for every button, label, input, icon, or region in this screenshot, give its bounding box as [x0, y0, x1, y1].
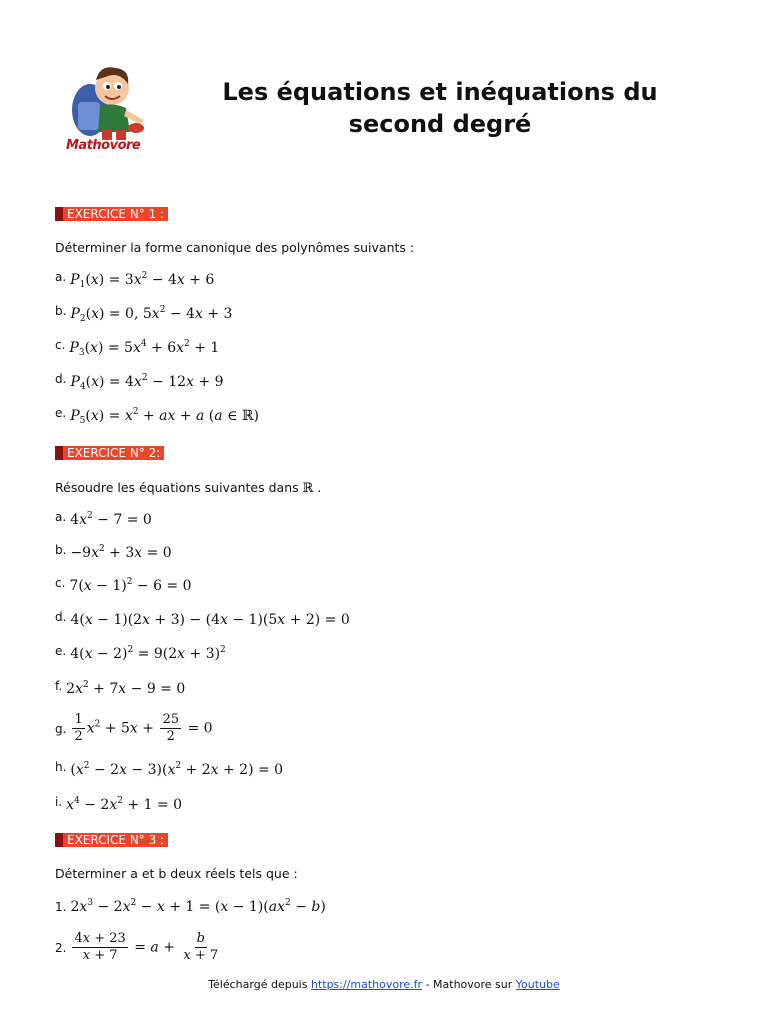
math-expression: $P_4(x) = 4x^2 - 12x + 9$: [70, 373, 224, 392]
exercise-1-header: [55, 207, 168, 221]
ex2-item-c: c. $7(x - 1)^2 - 6 = 0$: [55, 576, 192, 594]
youtube-link[interactable]: Youtube: [515, 978, 560, 991]
ex1-item-a: a. $P_1(x) = 3x^2 - 4x + 6$: [55, 270, 215, 290]
ex3-item-2: 2. $\frac{4x + 23}{x + 7}$ = a + $\frac{b}{x + 7}$: [55, 931, 222, 964]
exercise-3-intro: Déterminer a et b deux réels tels que :: [55, 866, 298, 881]
ex1-item-e: e. $P_5(x) = x^2$ + ax + a (a ∈ ℝ): [55, 406, 260, 426]
math-expression: $P_3(x) = 5x^4 + 6x^2 + 1$: [69, 339, 220, 358]
ex2-item-g: g. $\frac{1}{2}$ $x^2 + 5x$ + $\frac{25}{2}$ = 0: [55, 712, 213, 744]
math-expression: $4(x - 2)^2 = 9(2x + 3)^2$: [70, 645, 226, 662]
exercise-2-label: EXERCICE N° 2:: [55, 446, 164, 460]
page-title: [200, 76, 680, 140]
footer: Téléchargé depuis https://mathovore.fr - Mathovore sur Youtube: [208, 978, 560, 991]
real-numbers-symbol: ℝ: [302, 481, 314, 496]
math-expression: $\frac{4x + 23}{x + 7}$ = a + $\frac{b}{x + 7}$: [74, 931, 219, 963]
ex2-item-i: i. $x^4 - 2x^2 + 1 = 0$: [55, 795, 183, 813]
mathovore-link[interactable]: https://mathovore.fr: [310, 978, 423, 991]
logo-text: Mathovore: [66, 138, 141, 153]
ex2-item-a: a. $4x^2 - 7 = 0$: [55, 510, 152, 528]
mathovore-logo: [60, 62, 166, 158]
math-expression: $P_1(x) = 3x^2 - 4x + 6$: [70, 271, 215, 290]
math-expression: $-9x^2 + 3x = 0$: [70, 544, 172, 561]
exercise-3-header: [55, 833, 168, 847]
ex1-item-d: d. $P_4(x) = 4x^2 - 12x + 9$: [55, 372, 224, 392]
math-expression: $x^4 - 2x^2 + 1 = 0$: [66, 796, 183, 813]
ex1-item-c: c. $P_3(x) = 5x^4 + 6x^2 + 1$: [55, 338, 220, 358]
exercise-1-intro: Déterminer la forme canonique des polynômes suivants :: [55, 240, 415, 255]
ex2-item-f: f. $2x^2 + 7x - 9 = 0$: [55, 679, 186, 697]
ex2-item-e: e. $4(x - 2)^2 = 9(2x + 3)^2$: [55, 644, 226, 662]
math-expression: $7(x - 1)^2 - 6 = 0$: [69, 577, 192, 594]
math-expression: $4x^2 - 7 = 0$: [70, 511, 152, 528]
exercise-1-label: EXERCICE N° 1 :: [55, 207, 168, 221]
title-line-1: Les équations et inéquations du: [222, 78, 658, 106]
ex3-item-1: 1. $2x^3 - 2x^2 - x + 1 = (x - 1)(ax^2 - b)$: [55, 898, 326, 915]
ex1-item-b: b. $P_2(x) = 0$, $5x^2 - 4x + 3$: [55, 304, 233, 324]
math-expression: $(x^2 - 2x - 3)(x^2 + 2x + 2) = 0$: [70, 761, 284, 778]
exercise-3-label: EXERCICE N° 3 :: [55, 833, 168, 847]
ex2-item-b: b. $-9x^2 + 3x = 0$: [55, 543, 172, 561]
math-expression: $2x^3 - 2x^2 - x + 1 = (x - 1)(ax^2 - b)$: [70, 898, 326, 915]
math-expression: 4(x − 1)(2x + 3) − (4x − 1)(5x + 2) = 0: [70, 612, 350, 628]
math-expression: $P_5(x) = x^2$ + ax + a (a ∈ ℝ): [70, 407, 260, 426]
ex2-item-d: d. 4(x − 1)(2x + 3) − (4x − 1)(5x + 2) = 0: [55, 610, 350, 628]
exercise-2-header: [55, 446, 164, 460]
math-expression: $\frac{1}{2}$ $x^2 + 5x$ + $\frac{25}{2}$ = 0: [74, 712, 213, 744]
title-line-2: second degré: [348, 110, 532, 138]
exercise-2-intro: Résoudre les équations suivantes dans ℝ .: [55, 480, 322, 496]
ex2-item-h: h. $(x^2 - 2x - 3)(x^2 + 2x + 2) = 0$: [55, 760, 284, 778]
math-expression: $2x^2 + 7x - 9 = 0$: [66, 680, 186, 697]
math-expression: $P_2(x) = 0$, $5x^2 - 4x + 3$: [70, 305, 233, 324]
